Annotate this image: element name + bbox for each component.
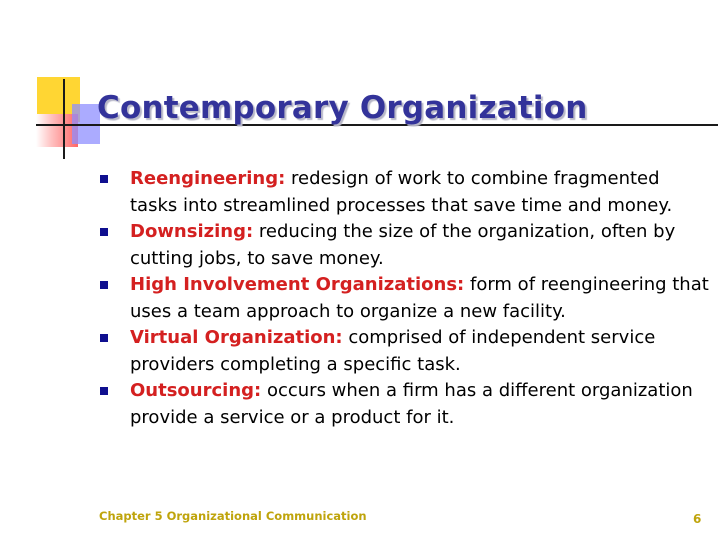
- bullet-item-high-involvement: [97, 272, 709, 325]
- square-bullet-icon: [100, 281, 108, 289]
- bullet-list: [97, 166, 709, 431]
- square-bullet-icon: [100, 387, 108, 395]
- bullet-item-virtual-organization: [97, 325, 709, 378]
- bullet-item-downsizing: [97, 219, 709, 272]
- bullet-item-outsourcing: [97, 378, 709, 431]
- bullet-item-reengineering: [97, 166, 709, 219]
- square-bullet-icon: [100, 334, 108, 342]
- page-number: 6: [693, 512, 702, 526]
- bullet-term: High Involvement Organizations:: [130, 274, 465, 295]
- bullet-text: occurs when a firm has a different organization provide a service or a product for it.: [130, 380, 693, 428]
- bullet-term: Downsizing:: [130, 221, 254, 242]
- slide-title: Contemporary Organization: [97, 90, 588, 126]
- bullet-term: Virtual Organization:: [130, 327, 343, 348]
- decorative-vertical-line: [63, 79, 65, 159]
- slide-footer: Chapter 5 Organizational Communication: [99, 509, 367, 523]
- bullet-term: Outsourcing:: [130, 380, 262, 401]
- bullet-text: redesign of work to combine fragmented tasks into streamlined processes that save time and money.: [130, 168, 673, 216]
- bullet-text: comprised of independent service providers completing a specific task.: [130, 327, 656, 375]
- square-bullet-icon: [100, 228, 108, 236]
- bullet-term: Reengineering:: [130, 168, 286, 189]
- square-bullet-icon: [100, 175, 108, 183]
- bullet-text: reducing the size of the organization, often by cutting jobs, to save money.: [130, 221, 676, 269]
- bullet-text: form of reengineering that uses a team approach to organize a new facility.: [130, 274, 709, 322]
